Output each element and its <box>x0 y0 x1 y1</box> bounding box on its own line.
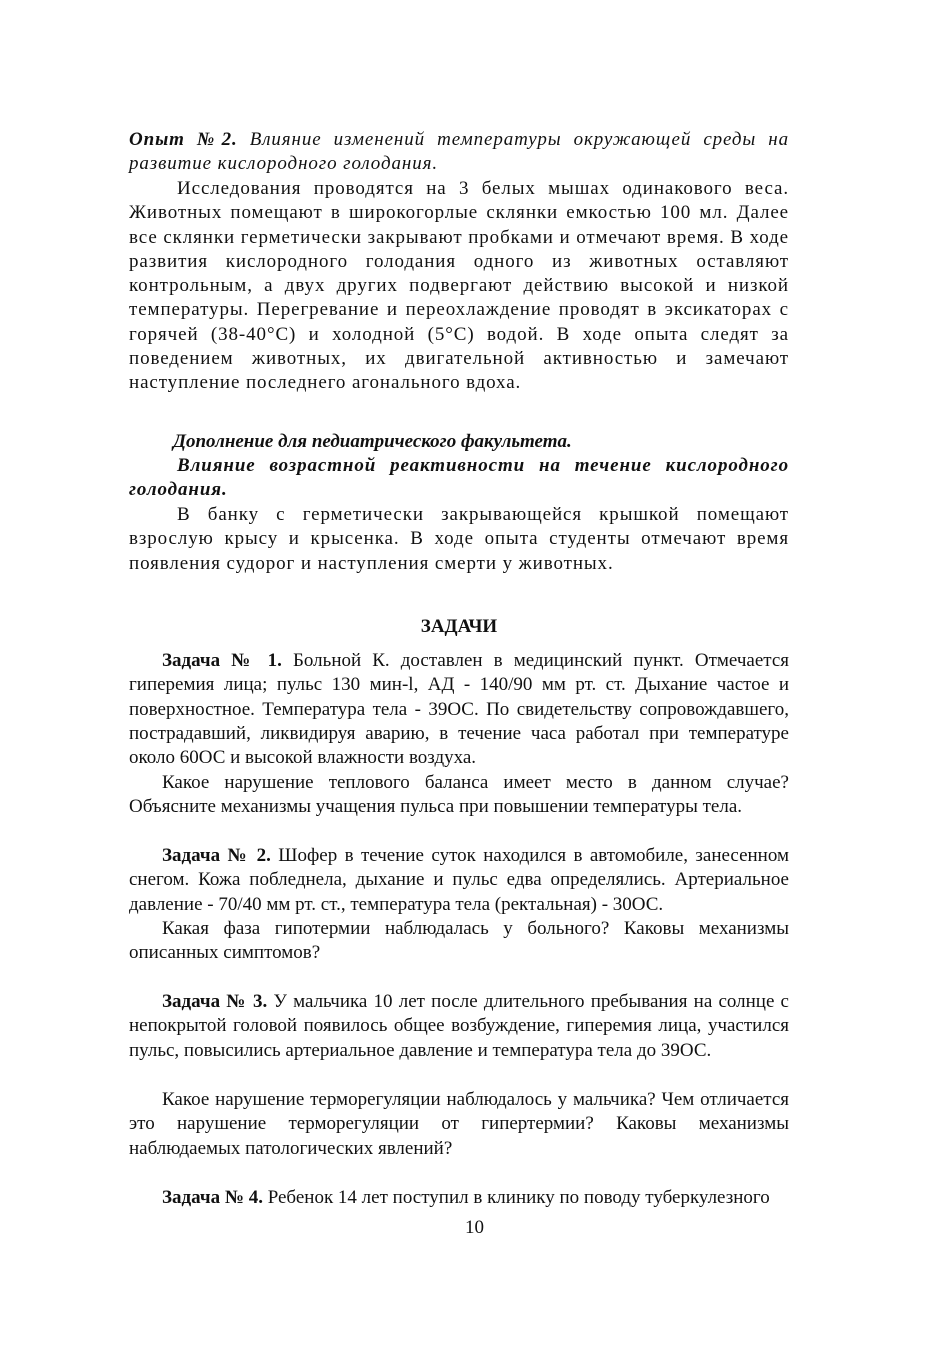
experiment2-title-text: Влияние изменений температуры окружающей среды на развитие кислородного голодания. <box>129 129 789 175</box>
task-3-label: Задача № 3. <box>162 991 268 1012</box>
task-2-question-text: Какая фаза гипотермии наблюдалась у больного? Каковы механизмы описанных симптомов? <box>129 918 789 964</box>
pediatric-subtitle <box>129 454 789 503</box>
task-1-text: Больной К. доставлен в медицинский пункт. Отмечается гиперемия лица; пульс 130 мин-l, АД - 140/90 мм рт. ст. Дыхание частое и поверхностное. Температура тела - 39ОС. По свидетельству сопровождавшего, пострадавший, ликвидируя аварию, в течение часа работал при температуре около 60ОС и высокой влажности воздуха. <box>129 650 789 769</box>
task-3 <box>129 990 789 1063</box>
task-2-question <box>129 917 789 966</box>
task-4-label: Задача № 4. <box>162 1187 263 1208</box>
task-3-question-text: Какое нарушение терморегуляции наблюдалось у мальчика? Чем отличается это нарушение терморегуляции от гипертермии? Каковы механизмы наблюдаемых патологических явлений? <box>129 1089 789 1159</box>
page-number: 10 <box>465 1217 484 1238</box>
pediatric-body <box>129 503 789 576</box>
task-1-question-text: Какое нарушение теплового баланса имеет место в данном случае? Объясните механизмы учащения пульса при повышении температуры тела. <box>129 772 789 818</box>
task-1 <box>129 649 789 770</box>
task-3-text: У мальчика 10 лет после длительного пребывания на солнце с непокрытой головой появилось общее возбуждение, гиперемия лица, участился пульс, повысились артериальное давление и температура тела до 39ОС. <box>129 991 789 1061</box>
task-3-question <box>129 1088 789 1161</box>
experiment2-title <box>129 128 789 177</box>
task-2-text: Шофер в течение суток находился в автомобиле, занесенном снегом. Кожа побледнела, дыхание и пульс едва определялись. Артериальное давление - 70/40 мм рт. ст., температура тела (ректальная) - 30ОС. <box>129 845 789 915</box>
experiment2-body <box>129 177 789 396</box>
task-1-label: Задача № 1. <box>162 650 282 671</box>
task-1-question <box>129 771 789 820</box>
task-2-label: Задача № 2. <box>162 845 271 866</box>
pediatric-title: Дополнение для педиатрического факультета. <box>173 431 572 452</box>
tasks-heading: ЗАДАЧИ <box>420 616 498 637</box>
task-4 <box>129 1186 789 1210</box>
task-4-text: Ребенок 14 лет поступил в клинику по поводу туберкулезного <box>262 1187 770 1208</box>
experiment2-label: Опыт №2. <box>129 129 238 150</box>
pediatric-subtitle-text: Влияние возрастной реактивности на течение кислородного голодания. <box>129 455 789 501</box>
pediatric-body-text: В банку с герметически закрывающейся крышкой помещают взрослую крысу и крысенка. В ходе опыта студенты отмечают время появления судорог и наступления смерти у животных. <box>129 504 789 574</box>
task-2 <box>129 844 789 917</box>
experiment2-body-text: Исследования проводятся на 3 белых мышах одинакового веса. Животных помещают в широкогорлые склянки емкостью 100 мл. Далее все склянки герметически закрывают пробками и отмечают время. В ходе развития кислородного голодания одного из животных оставляют контрольным, а двух других подвергают действию высокой и низкой температуры. Перегревание и переохлаждение проводят в эксикаторах с горячей (38-40°С) и холодной (5°С) водой. В ходе опыта следят за поведением животных, их двигательной активностью и замечают наступление последнего агонального вдоха. <box>129 178 789 394</box>
